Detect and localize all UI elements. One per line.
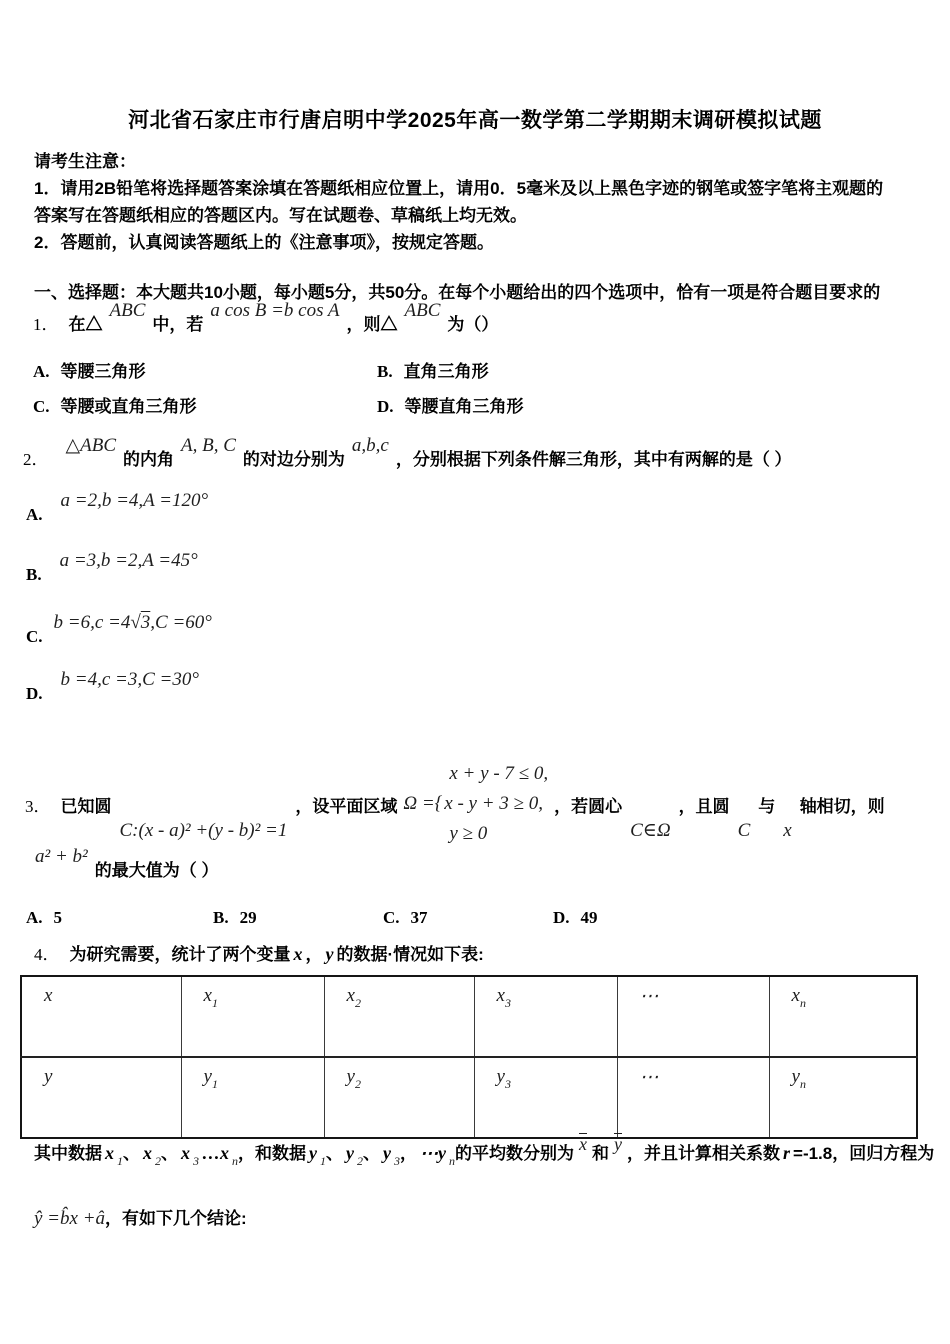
question-1-option-c [33, 394, 377, 420]
question-3-stem-tail [554, 797, 885, 842]
text-segment: 3 [193, 1154, 199, 1168]
text-segment: a² + b² [35, 846, 88, 867]
text-segment: a cos B =b cos A [210, 300, 340, 321]
text-segment: n [232, 1154, 238, 1168]
text-segment: x [496, 985, 505, 1006]
data-table [20, 975, 918, 1139]
question-4-stem [34, 941, 484, 968]
question-3-option-d [553, 908, 598, 927]
question-1-options-row-1 [33, 359, 489, 385]
text-segment: 5 [53, 908, 63, 927]
text-segment: A. [33, 362, 50, 381]
text-segment: ⋯y [420, 1143, 446, 1163]
text-segment: $\overline{y}$ [614, 1134, 622, 1154]
text-segment: ，回归方程为 [832, 1144, 935, 1163]
table-cell-y-ellipsis [617, 1057, 769, 1138]
text-segment: △ABC [65, 435, 116, 456]
text-segment: 2． [23, 450, 49, 469]
text-segment: …x [202, 1143, 229, 1163]
text-segment: 的最大值为（ ） [94, 861, 219, 880]
text-segment: ，若圆心 [554, 797, 623, 817]
text-segment: 等腰或直角三角形 [60, 397, 197, 416]
text-segment: ， [400, 1144, 417, 1163]
text-segment: r [783, 1143, 791, 1163]
text-segment: D. [26, 684, 43, 703]
text-segment: ，则△ [346, 315, 398, 334]
text-segment: 2 [354, 996, 361, 1010]
text-segment: 的内角 [123, 450, 174, 469]
text-segment: 的对边分别为 [242, 450, 345, 469]
text-segment: C. [33, 397, 50, 416]
text-segment: n [799, 1077, 806, 1091]
text-segment: ，和数据 [238, 1144, 306, 1163]
table-cell-xn [769, 976, 917, 1057]
text-segment: ⋯ [639, 1067, 659, 1088]
text-segment: ABC [109, 300, 146, 321]
text-segment: C:(x - a)² +(y - b)² =1 [119, 820, 288, 842]
text-segment: n [449, 1154, 455, 1168]
text-segment: A, B, C [181, 435, 236, 456]
text-segment: ŷ =b̂x +â [34, 1208, 106, 1229]
text-segment: 3 [140, 612, 151, 633]
question-1-stem [33, 300, 499, 338]
text-segment: 其中数据 [34, 1144, 102, 1163]
table-cell-y2 [324, 1057, 474, 1138]
text-segment: 2 [354, 1077, 361, 1091]
text-segment: x [203, 985, 212, 1006]
text-segment: 直角三角形 [403, 362, 489, 381]
text-segment: =-1.8 [793, 1144, 833, 1163]
text-segment: y [203, 1066, 212, 1087]
text-segment: x [346, 985, 355, 1006]
text-segment: 、 [123, 1144, 140, 1163]
text-segment: y [44, 1066, 53, 1087]
text-segment: x [105, 1143, 114, 1163]
text-segment: 3． [25, 797, 51, 817]
text-segment: x [181, 1143, 190, 1163]
table-cell-yn [769, 1057, 917, 1138]
text-segment: 1 [211, 996, 218, 1010]
text-segment: A. [26, 505, 43, 524]
text-segment: 1 [211, 1077, 218, 1091]
text-segment: 1． [33, 315, 59, 334]
section-1-header: 一、选择题：本大题共10小题，每小题5分，共50分。在每个小题给出的四个选项中，恰有一项是符合题目要求的 [34, 283, 881, 302]
table-row-x [21, 976, 917, 1057]
text-segment: 3 [504, 1077, 511, 1091]
text-segment: 轴相切，则 [799, 797, 885, 817]
text-segment: 的数据·情况如下表: [336, 945, 484, 964]
table-row-y [21, 1057, 917, 1138]
text-segment: 与 [758, 797, 776, 817]
text-segment: 、 [363, 1144, 380, 1163]
text-segment: A. [26, 908, 43, 927]
text-segment: y [791, 1066, 800, 1087]
text-segment: C. [383, 908, 400, 927]
text-segment: 和 [592, 1144, 609, 1163]
text-segment: 已知圆 [60, 797, 112, 817]
table-cell-x-ellipsis [617, 976, 769, 1057]
omega-set-prefix: Ω ={ [403, 793, 443, 814]
text-segment: x [791, 985, 800, 1006]
text-segment: ABC [404, 300, 441, 321]
text-segment: B. [213, 908, 229, 927]
text-segment: a =3,b =2,A =45° [59, 550, 198, 571]
question-3-option-c [383, 905, 553, 931]
text-segment: 等腰三角形 [60, 362, 146, 381]
text-segment: 3 [394, 1154, 400, 1168]
table-cell-x2 [324, 976, 474, 1057]
question-2-option-a [26, 490, 215, 528]
question-2-stem [23, 435, 792, 473]
text-segment: 为（） [447, 315, 499, 334]
text-segment: 2 [155, 1154, 161, 1168]
table-cell-x3 [474, 976, 617, 1057]
text-segment: ⋯ [639, 986, 659, 1007]
question-2-option-c [26, 612, 212, 650]
question-4-paragraph [34, 1134, 935, 1168]
text-segment: b =6,c =4√ [53, 612, 141, 633]
text-segment: 中，若 [152, 315, 204, 334]
question-1-options-row-2 [33, 394, 524, 420]
text-segment: 2 [357, 1154, 363, 1168]
text-segment: y [346, 1143, 354, 1163]
question-1-option-a [33, 359, 377, 385]
text-segment: 等腰直角三角形 [404, 397, 524, 416]
text-segment: ，并且计算相关系数 [627, 1144, 780, 1163]
text-segment: x [783, 820, 792, 842]
text-segment: 37 [410, 908, 428, 927]
question-2-option-b [26, 550, 205, 588]
text-segment: a =2,b =4,A =120° [60, 490, 209, 511]
text-segment: D. [377, 397, 394, 416]
question-3-option-a [26, 905, 213, 931]
text-segment: 为研究需要，统计了两个变量 [69, 945, 291, 964]
inequality-line-3: y ≥ 0 [449, 823, 488, 844]
text-segment: 、 [326, 1144, 343, 1163]
notice-heading: 请考生注意： [34, 152, 136, 171]
exam-title: 河北省石家庄市行唐启明中学2025年高一数学第二学期期末调研模拟试题 [128, 109, 822, 132]
inequality-system [403, 759, 548, 849]
text-segment: 4． [34, 945, 60, 964]
notice-item-1-line-1: 1．请用2B铅笔将选择题答案涂填在答题纸相应位置上，请用0．5毫米及以上黑色字迹的钢笔或签字笔将主观题的 [34, 179, 884, 198]
text-segment: C [737, 820, 751, 842]
text-segment: 1 [320, 1154, 326, 1168]
question-1-option-d [377, 397, 524, 416]
text-segment: 49 [580, 908, 598, 927]
inequality-line-1: x + y - 7 ≤ 0, [449, 763, 549, 784]
table-cell-x [21, 976, 181, 1057]
text-segment: y [309, 1143, 317, 1163]
text-segment: b =4,c =3,C =30° [60, 669, 199, 690]
text-segment: C∈Ω [630, 820, 671, 842]
question-3-stem [25, 763, 885, 853]
text-segment: x [293, 944, 303, 964]
inequality-line-2-body: x - y + 3 ≥ 0, [444, 793, 543, 814]
text-segment: ，且圆 [678, 797, 730, 817]
question-3-stem-line-2 [28, 846, 219, 884]
text-segment: D. [553, 908, 570, 927]
text-segment: x [44, 985, 53, 1006]
text-segment: a,b,c [351, 435, 389, 456]
notice-item-2: 2．答题前，认真阅读答题纸上的《注意事项》，按规定答题。 [34, 233, 494, 252]
text-segment: 、 [161, 1144, 178, 1163]
text-segment: ， [305, 945, 323, 964]
text-segment: 的平均数分别为 [455, 1144, 574, 1163]
table-cell-y1 [181, 1057, 324, 1138]
text-segment: ，有如下几个结论: [105, 1209, 247, 1228]
table-cell-y [21, 1057, 181, 1138]
text-segment: 3 [504, 996, 511, 1010]
question-4-regression-line [34, 1206, 247, 1232]
text-segment: y [325, 944, 334, 964]
text-segment: 在△ [68, 315, 103, 334]
text-segment: ，设平面区域 [295, 797, 398, 817]
text-segment: y [346, 1066, 355, 1087]
text-segment: 29 [239, 908, 257, 927]
text-segment: ，分别根据下列条件解三角形，其中有两解的是（ ） [395, 450, 792, 469]
question-2-option-d [26, 669, 206, 707]
text-segment: y [496, 1066, 505, 1087]
notice-item-1-line-2: 答案写在答题纸相应的答题区内。写在试题卷、草稿纸上均无效。 [34, 206, 527, 225]
question-3-options-row [26, 905, 598, 931]
text-segment: x [143, 1143, 152, 1163]
text-segment: B. [26, 565, 42, 584]
table-cell-y3 [474, 1057, 617, 1138]
text-segment: ,C =60° [150, 612, 212, 633]
text-segment: 1 [117, 1154, 123, 1168]
question-3-option-b [213, 905, 383, 931]
text-segment: n [799, 996, 806, 1010]
question-1-option-b [377, 362, 489, 381]
inequality-line-2 [403, 789, 548, 819]
question-3-stem-lead [25, 797, 398, 842]
text-segment: y [383, 1143, 391, 1163]
text-segment: $\overline{x}$ [579, 1134, 587, 1154]
table-cell-x1 [181, 976, 324, 1057]
text-segment: C. [26, 627, 43, 646]
text-segment: B. [377, 362, 393, 381]
